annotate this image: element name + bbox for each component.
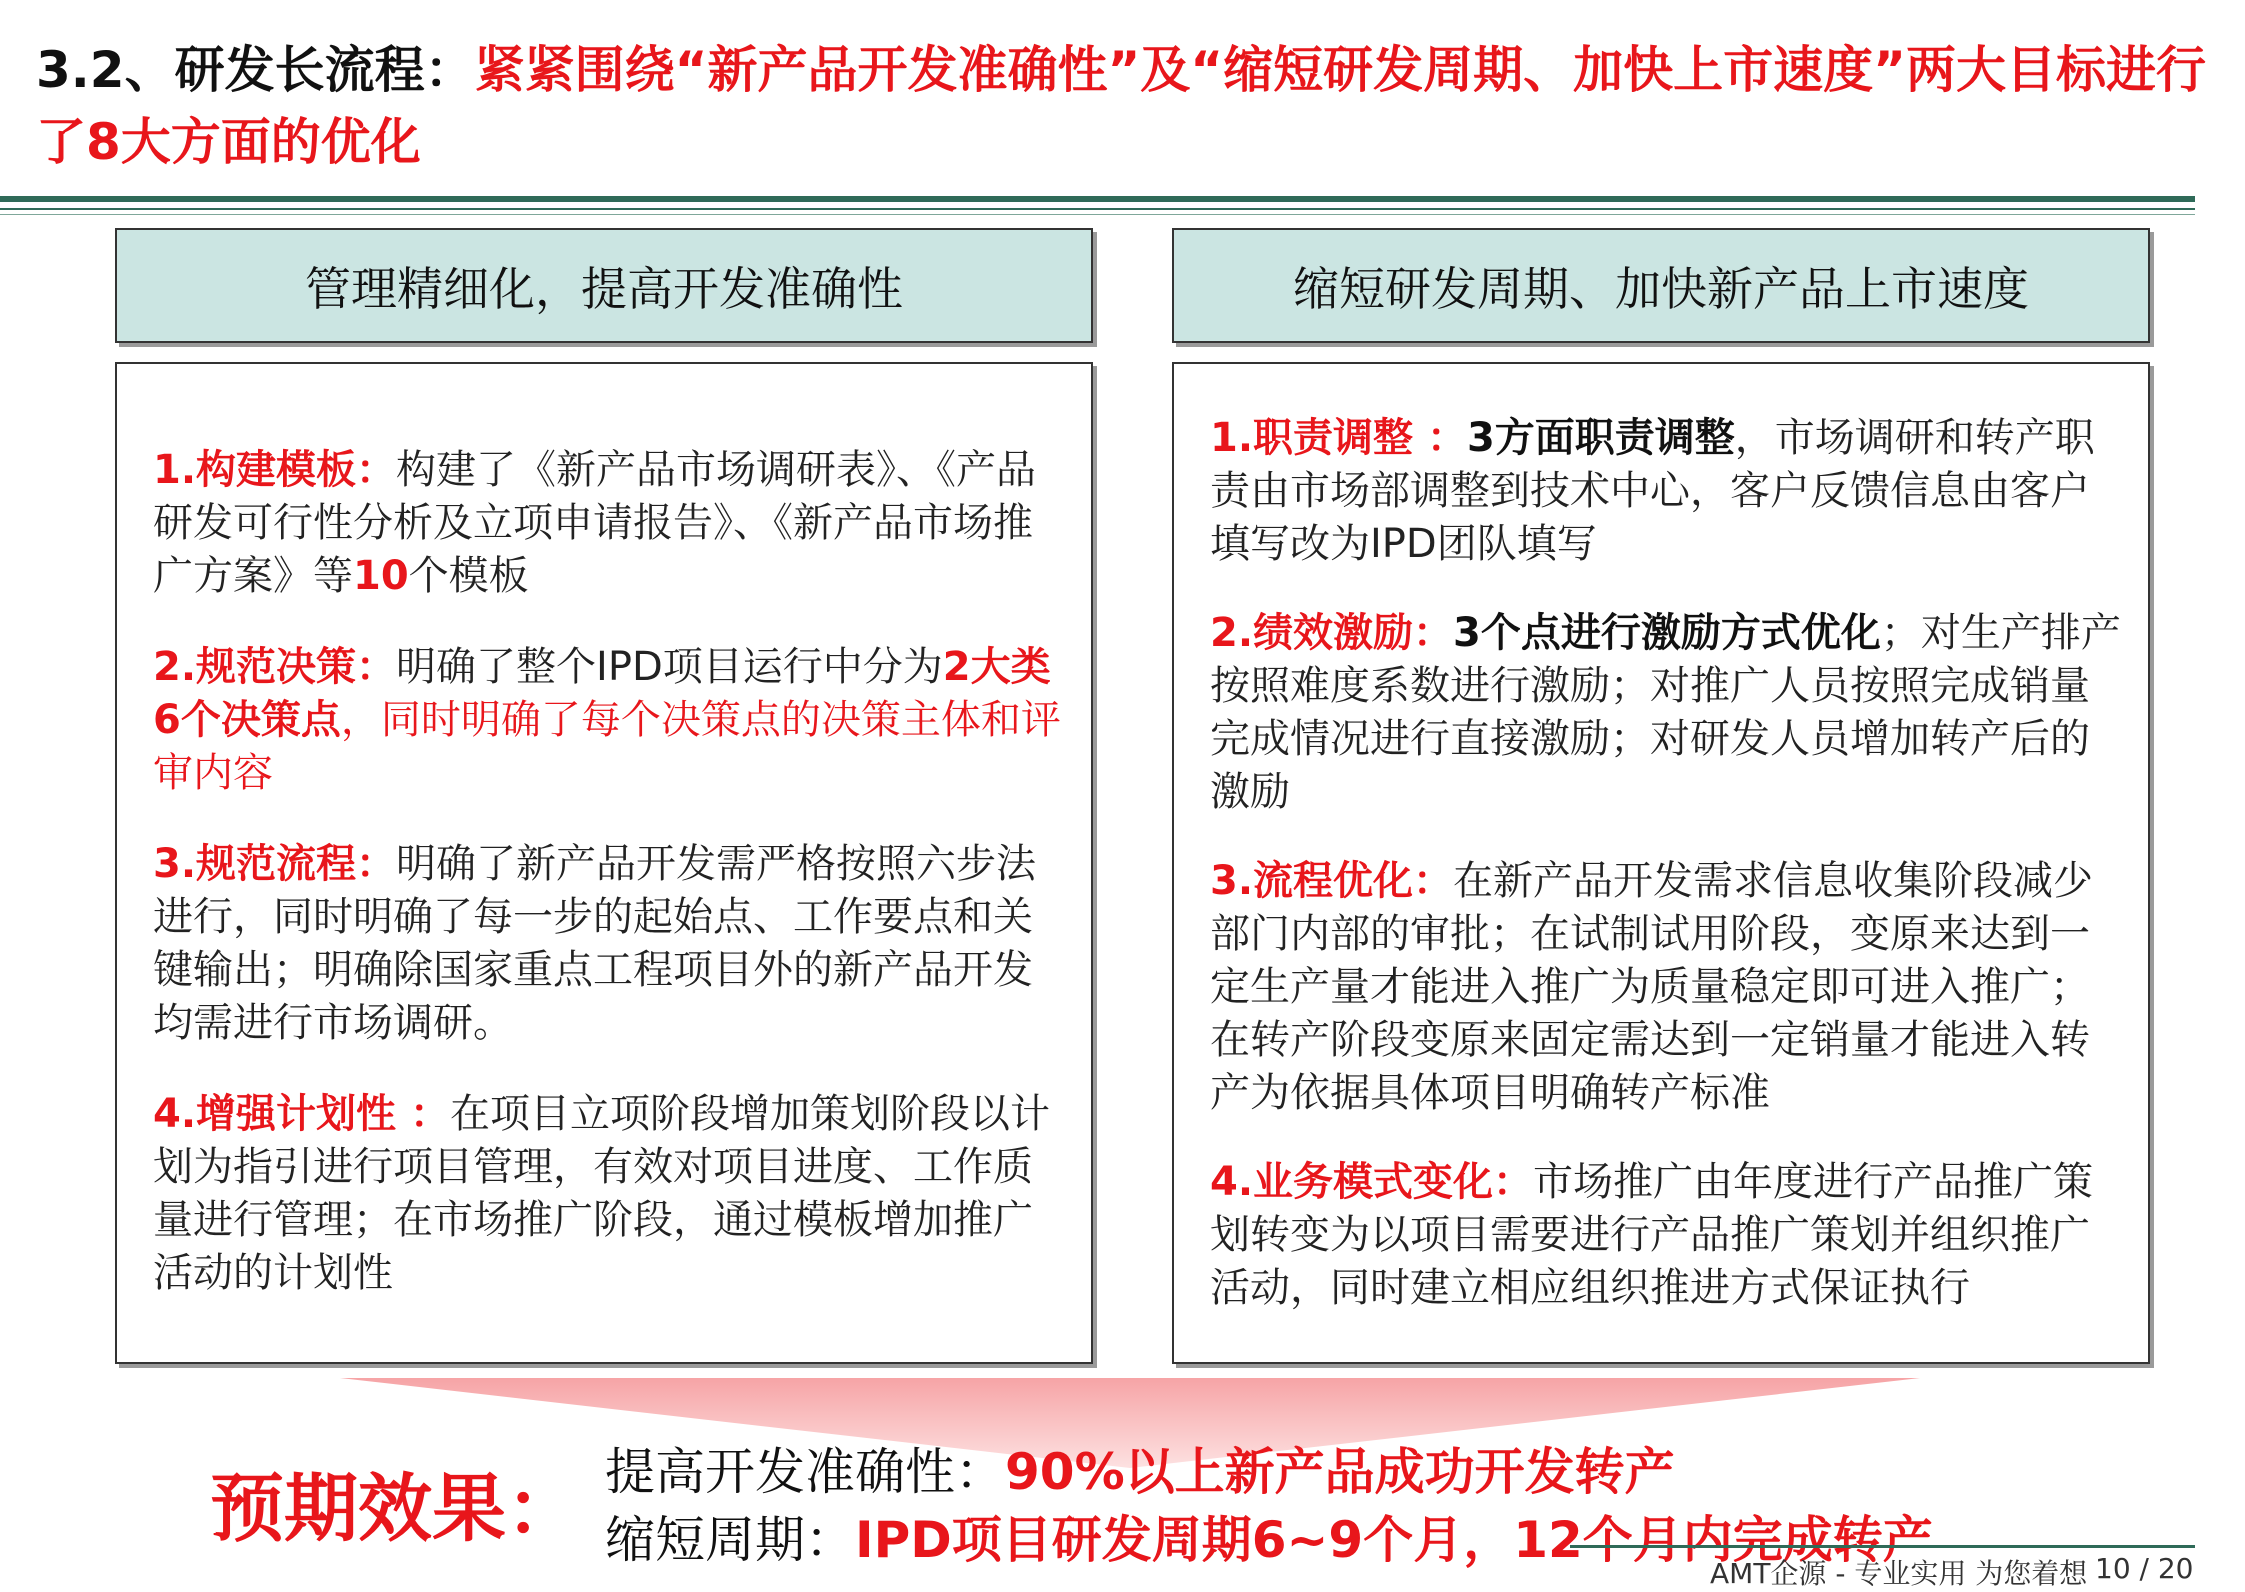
page-title <box>36 34 2216 178</box>
item-label: 3.规范流程： <box>153 841 397 887</box>
left-column-header <box>115 228 1093 343</box>
item-text: 明确了整个IPD项目运行中分为 <box>396 644 943 690</box>
right-column-box <box>1172 362 2150 1364</box>
item-text: 市场推广由年度进行产品推广策划转变为以项目需要进行产品推广策划并组织推广活动，同时建立相应组织推进方式保证执行 <box>1210 1159 2094 1311</box>
left-items <box>153 444 1069 1338</box>
expected-effect-label: 预期效果： <box>210 1466 580 1552</box>
item-text: 个模板 <box>408 553 529 599</box>
title-divider-thin <box>0 208 2195 210</box>
footer <box>1570 1545 2195 1590</box>
item-text: 在项目立项阶段增加策划阶段以计划为指引进行项目管理，有效对项目进度、工作质量进行管理；在市场推广阶段，通过模板增加推广活动的计划性 <box>153 1091 1050 1296</box>
right-item-duties <box>1210 412 2126 571</box>
left-header-label: 管理精细化，提高开发准确性 <box>305 261 903 316</box>
effect-prefix: 缩短周期： <box>605 1511 855 1569</box>
title-divider <box>0 196 2195 202</box>
item-text: ；对生产排产按照难度系数进行激励；对推广人员按照完成销量完成情况进行直接激励；对研发人员增加转产后的激励 <box>1210 610 2121 815</box>
item-label: 2.规范决策： <box>153 644 397 690</box>
title-main: 紧紧围绕“新产品开发准确性”及“缩短研发周期、加快上市速度”两大目标进行了8大方面的优化 <box>36 41 2207 171</box>
item-bold: 3方面职责调整 <box>1466 415 1735 461</box>
item-text: ，市场调研和转产职责由市场部调整到技术中心，客户反馈信息由客户填写改为IPD团队填写 <box>1210 415 2095 567</box>
right-item-process <box>1210 855 2126 1120</box>
item-label: 4.业务模式变化： <box>1210 1159 1534 1205</box>
left-item-templates <box>153 444 1069 603</box>
item-label: 4.增强计划性 ： <box>153 1091 450 1137</box>
footer-text: AMT企源 - 专业实用 为您着想 <box>1710 1557 2088 1590</box>
right-column-header <box>1172 228 2150 343</box>
effect-value: IPD项目研发周期6~9个月，12个月内完成转产 <box>855 1511 1933 1569</box>
item-highlight: 2大类6个决策点 <box>153 644 1051 743</box>
left-item-decisions <box>153 641 1069 800</box>
title-prefix: 3.2、研发长流程： <box>36 41 475 99</box>
title-divider-faint <box>0 214 2195 215</box>
right-items <box>1210 412 2126 1351</box>
right-item-business-model <box>1210 1156 2126 1315</box>
left-column-box <box>115 362 1093 1364</box>
item-highlight: 10 <box>353 553 409 599</box>
effect-prefix: 提高开发准确性： <box>605 1443 1005 1501</box>
left-item-planning <box>153 1088 1069 1300</box>
item-text: 明确了新产品开发需严格按照六步法进行，同时明确了每一步的起始点、工作要点和关键输出；明确除国家重点工程项目外的新产品开发均需进行市场调研。 <box>153 841 1037 1046</box>
item-bold: 3个点进行激励方式优化 <box>1453 610 1881 656</box>
item-highlight-text: ，同时明确了每个决策点的决策主体和评审内容 <box>153 697 1061 796</box>
item-text: 构建了《新产品市场调研表》、《产品研发可行性分析及立项申请报告》、《新产品市场推广方案》等 <box>153 447 1037 599</box>
item-text: 在新产品开发需求信息收集阶段减少部门内部的审批；在试制试用阶段，变原来达到一定生产量才能进入推广为质量稳定即可进入推广；在转产阶段变原来固定需达到一定销量才能进入转产为依据具体项目明确转产标准 <box>1210 858 2094 1116</box>
right-header-label: 缩短研发周期、加快新产品上市速度 <box>1293 261 2029 316</box>
effect-line-accuracy <box>605 1432 1675 1504</box>
item-label: 1.职责调整 ： <box>1210 415 1467 461</box>
item-label: 2.绩效激励： <box>1210 610 1454 656</box>
page-number: 10 / 20 <box>2095 1552 2194 1585</box>
item-label: 3.流程优化： <box>1210 858 1454 904</box>
effect-value: 90%以上新产品成功开发转产 <box>1005 1443 1675 1501</box>
left-item-process <box>153 838 1069 1050</box>
right-item-incentives <box>1210 607 2126 819</box>
item-label: 1.构建模板： <box>153 447 397 493</box>
